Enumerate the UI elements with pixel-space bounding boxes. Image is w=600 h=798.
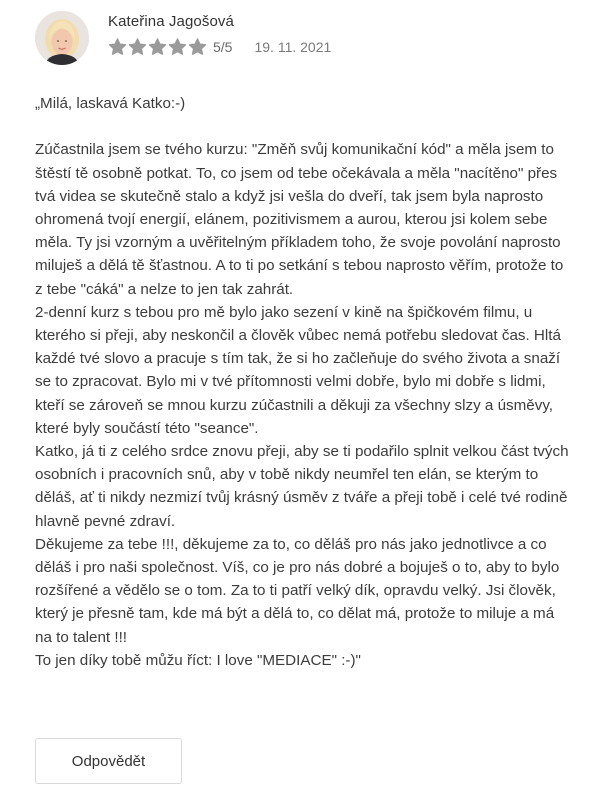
star-icon <box>168 38 187 56</box>
reply-button[interactable]: Odpovědět <box>35 738 182 784</box>
review-body: Zúčastnila jsem se tvého kurzu: "Změň svůj komunikační kód" a měla jsem to štěstí tě osobně potkat. To, co jsem od tebe očekávala a měla "nacítěno" přes tvá videa se skutečně stalo a když jsi vešla do dveří, tak jsem byla naprosto ohromená tvojí energií, elánem, pozitivismem a aurou, kterou jsi kolem sebe měla. Ty jsi vzorným a uvěřitelným příkladem toho, že svoje povolání naprosto miluješ a dělá tě šťastnou. A to ti po setkání s tebou naprosto věřím, protože to z tebe "cáká" a nelze to jen tak zahrát. 2-denní kurz s tebou pro mě bylo jako sezení v kině na špičkovém filmu, u kterého si přeji, aby neskončil a člověk vůbec nemá potřebu sledovat čas. Hltá každé tvé slovo a pracuje s tím tak, že si ho začleňuje do svého života a snaží se to zpracovat. Bylo mi v tvé přítomnosti velmi dobře, bylo mi dobře s lidmi, kteří se zároveň se mnou kurzu zúčastnili a děkuji za všechny slzy a úsměvy, které byly součástí této "seance". Katko, já ti z celého srdce znovu přeji, aby se ti podařilo splnit velkou část tvých osobních i pracovních snů, aby v tobě nikdy neumřel ten elán, se kterým to děláš, ať ti nikdy nezmizí tvůj krásný úsměv z tváře a přeji tobě i celé tvé rodině hlavně pevné zdraví. Děkujeme za tebe !!!, děkujeme za to, co děláš pro nás jako jednotlivce a co děláš i pro naši společnost. Víš, co je pro nás dobré a bojuješ o to, aby to bylo rozšířené a vědělo se o tom. Za to ti patří velký dík, opravdu velký. Jsi člověk, který je přesně tam, kde má být a dělá to, co dělat má, protože to miluje a má na to talent !!! To jen díky tobě můžu říct: I love "MEDIACE" :-)" <box>35 141 569 669</box>
star-icon <box>148 38 167 56</box>
star-icon <box>128 38 147 56</box>
avatar-photo <box>35 11 89 65</box>
star-icon <box>108 38 127 56</box>
review-text <box>35 92 575 672</box>
review-meta <box>108 38 331 56</box>
star-rating <box>108 38 207 56</box>
review-author: Kateřina Jagošová <box>108 13 234 30</box>
review-greeting: „Milá, laskavá Katko:-) <box>35 95 186 112</box>
rating-text: 5/5 <box>213 39 233 55</box>
star-icon <box>188 38 207 56</box>
review-date: 19. 11. 2021 <box>254 39 332 55</box>
avatar <box>35 11 89 65</box>
